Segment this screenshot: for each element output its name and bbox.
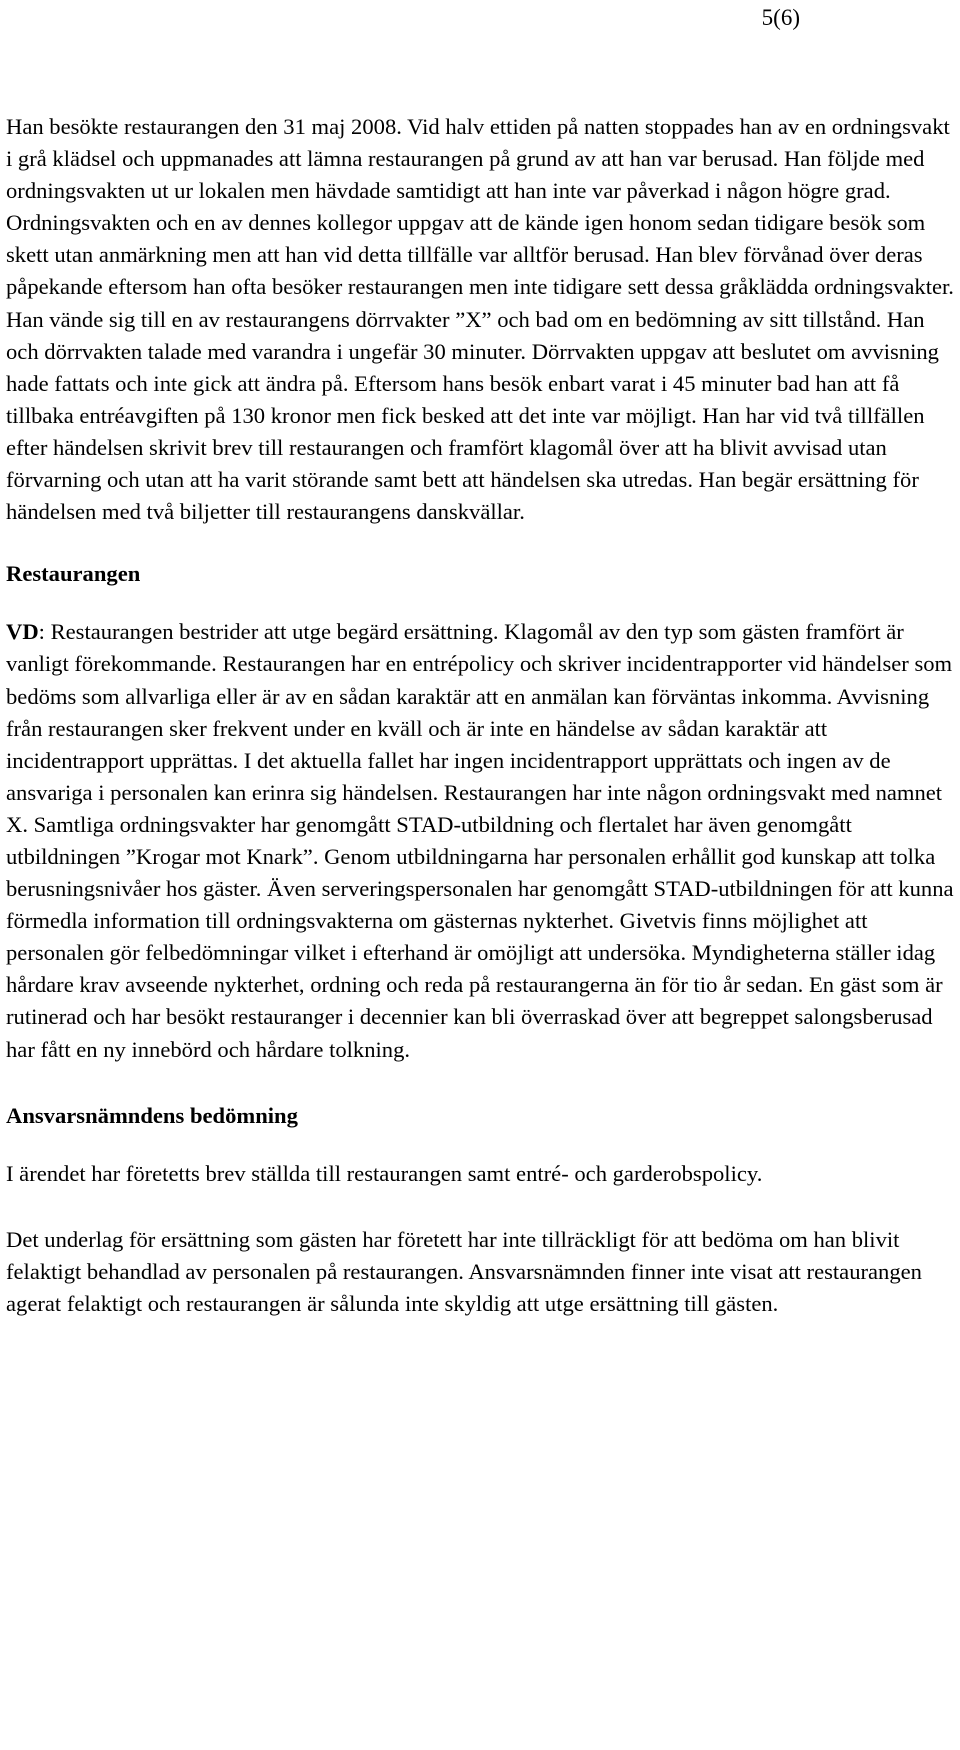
spacer — [6, 1066, 954, 1100]
page-number: 5(6) — [761, 5, 800, 30]
assessment-paragraph-2: Det underlag för ersättning som gästen har företett har inte tillräckligt för att bedöma om han blivit felaktigt behandlad av personalen på restaurangen. Ansvarsnämnden finner inte visat att restaurangen agerat felaktigt och restaurangen är sålunda inte skyldig att utge ersättning till gästen. — [6, 1226, 922, 1316]
customer-account-paragraph: Han besökte restaurangen den 31 maj 2008. Vid halv ettiden på natten stoppades han av en ordningsvakt i grå klädsel och uppmanades att lämna restaurangen på grund av att han var berusad. Han följde med ordningsvakten ut ur lokalen men hävdade samtidigt att han inte var påverkad i någon högre grad. Ordningsvakten och en av dennes kollegor uppgav att de kände igen honom sedan tidigare besök som skett utan anmärkning men att han vid detta tillfälle var alltför berusad. Han blev förvånad över deras påpekande eftersom han ofta besöker restaurangen men inte tidigare sett dessa gråklädda ordningsvakter. Han vände sig till en av restaurangens dörrvakter ”X” och bad om en bedömning av sitt tillstånd. Han och dörrvakten talade med varandra i ungefär 30 minuter. Dörrvakten uppgav att beslutet om avvisning hade fattats och inte gick att ändra på. Eftersom hans besök enbart varat i 45 minuter bad han att få tillbaka entréavgiften på 130 kronor men fick besked att det inte var möjligt. Han har vid två tillfällen efter händelsen skrivit brev till restaurangen och framfört klagomål över att ha blivit avvisad utan förvarning och utan att ha varit störande samt bett att händelsen ska utredas. Han begär ersättning för händelsen med två biljetter till restaurangens danskvällar. — [6, 114, 954, 525]
spacer — [6, 528, 954, 558]
document-body — [6, 111, 954, 1320]
restaurant-statement-body: : Restaurangen bestrider att utge begärd ersättning. Klagomål av den typ som gästen framfört är vanligt förekommande. Restaurangen har en entrépolicy och skriver incidentrapporter vid händelser som bedöms som allvarliga eller är av en sådan karaktär att en anmälan kan förväntas inkomma. Avvisning från restaurangen sker frekvent under en kväll och är inte en händelse av sådan karaktär att incidentrapport upprättas. I det aktuella fallet har ingen incidentrapport upprättats och ingen av de ansvariga i personalen kan erinra sig händelsen. Restaurangen har inte någon ordningsvakt med namnet X. Samtliga ordningsvakter har genomgått STAD-utbildning och flertalet har även genomgått utbildningen ”Krogar mot Knark”. Genom utbildningarna har personalen erhållit god kunskap att tolka berusningsnivåer hos gäster. Även serveringspersonalen har genomgått STAD-utbildningen för att kunna förmedla information till ordningsvakterna om gästernas nykterhet. Givetvis finns möjlighet att personalen gör felbedömningar vilket i efterhand är omöjligt att undersöka. Myndigheterna ställer idag hårdare krav avseende nykterhet, ordning och reda på restaurangerna än för tio år sedan. En gäst som är rutinerad och har besökt restauranger i decennier kan bli överraskad över att begreppet salongsberusad har fått en ny innebörd och hårdare tolkning. — [6, 619, 954, 1062]
spacer — [6, 1190, 954, 1224]
assessment-heading: Ansvarsnämndens bedömning — [6, 1102, 298, 1128]
spacer — [6, 590, 954, 616]
restaurant-heading: Restaurangen — [6, 561, 141, 587]
assessment-paragraph-1: I ärendet har företetts brev ställda till restaurangen samt entré- och garderobspolicy. — [6, 1160, 763, 1186]
spacer — [6, 1132, 954, 1158]
restaurant-statement-lead: VD — [6, 619, 39, 645]
restaurant-statement-paragraph — [6, 616, 954, 1065]
